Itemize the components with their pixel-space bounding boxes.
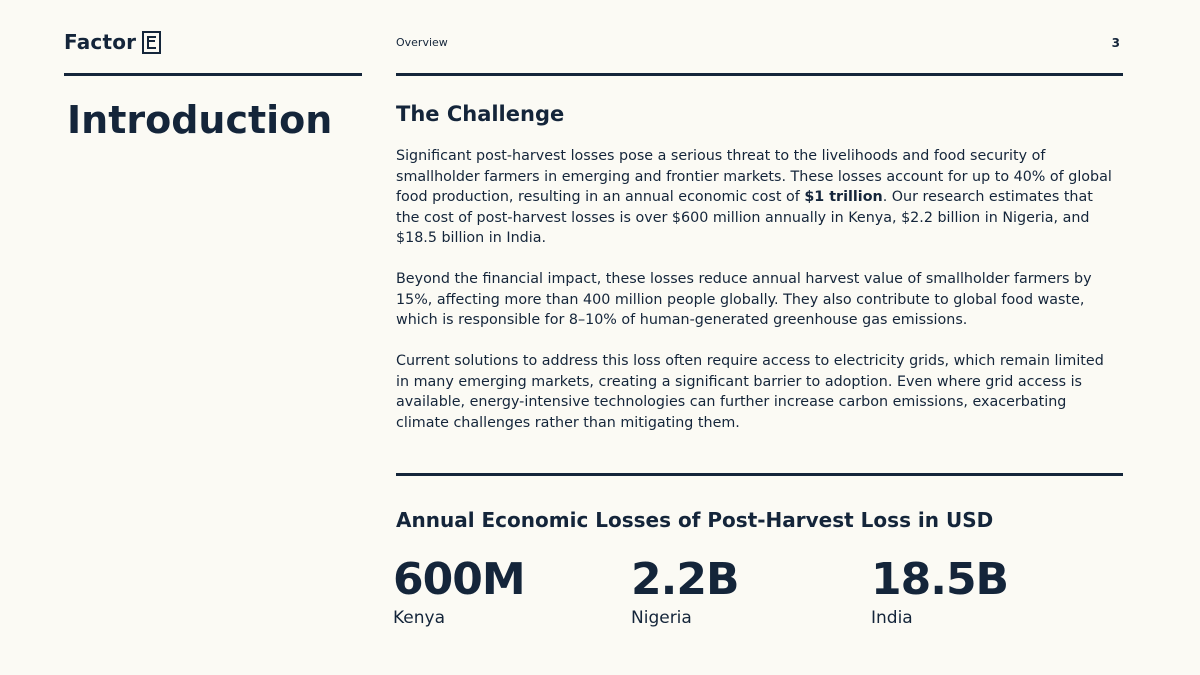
stat-value: 2.2B (631, 554, 739, 605)
paragraph-2: Beyond the financial impact, these losses reduce annual harvest value of smallholder farmers by 15%, affecting more than 400 million people globally. They also contribute to global food waste, which is responsible for 8–10% of human-generated greenhouse gas emissions. (396, 271, 1092, 328)
stat-india (871, 554, 1008, 628)
stat-label: India (871, 608, 913, 628)
factor-e-logo (64, 30, 161, 54)
paragraph-1-highlight: $1 trillion (804, 189, 883, 205)
stat-label: Kenya (393, 608, 446, 628)
stats-heading: Annual Economic Losses of Post-Harvest Loss in USD (396, 508, 994, 532)
stat-label: Nigeria (631, 608, 692, 628)
paragraph-1-tail: . Our research estimates that the cost of post-harvest losses is over $600 million annually in Kenya, $2.2 billion in Nigeria, and $18.5 billion in India. (396, 189, 1093, 246)
logo-e-icon (142, 31, 161, 54)
divider-right (396, 73, 1123, 76)
stat-value: 18.5B (871, 554, 1009, 605)
paragraph-1-lead: Significant post-harvest losses pose a serious threat to the livelihoods and food security of smallholder farmers in emerging and frontier markets. These losses account for up to 40% of global food production, resulting in an annual economic cost of (396, 148, 1112, 205)
stat-value: 600M (393, 554, 525, 605)
paragraph-1 (396, 146, 1116, 249)
page-number: 3 (1111, 36, 1120, 50)
challenge-heading: The Challenge (396, 102, 565, 126)
divider-left (64, 73, 362, 76)
section-label: Overview (396, 36, 448, 49)
paragraph-3: Current solutions to address this loss often require access to electricity grids, which remain limited in many emerging markets, creating a significant barrier to adoption. Even where grid access is available, energy-intensive technologies can further increase carbon emissions, exacerbating climate challenges rather than mitigating them. (396, 353, 1104, 431)
logo-text: Factor (64, 30, 137, 54)
divider-middle (396, 473, 1123, 476)
stat-nigeria (631, 554, 738, 628)
page-title: Introduction (67, 98, 333, 142)
challenge-body (396, 146, 1116, 454)
stat-kenya (393, 554, 525, 628)
